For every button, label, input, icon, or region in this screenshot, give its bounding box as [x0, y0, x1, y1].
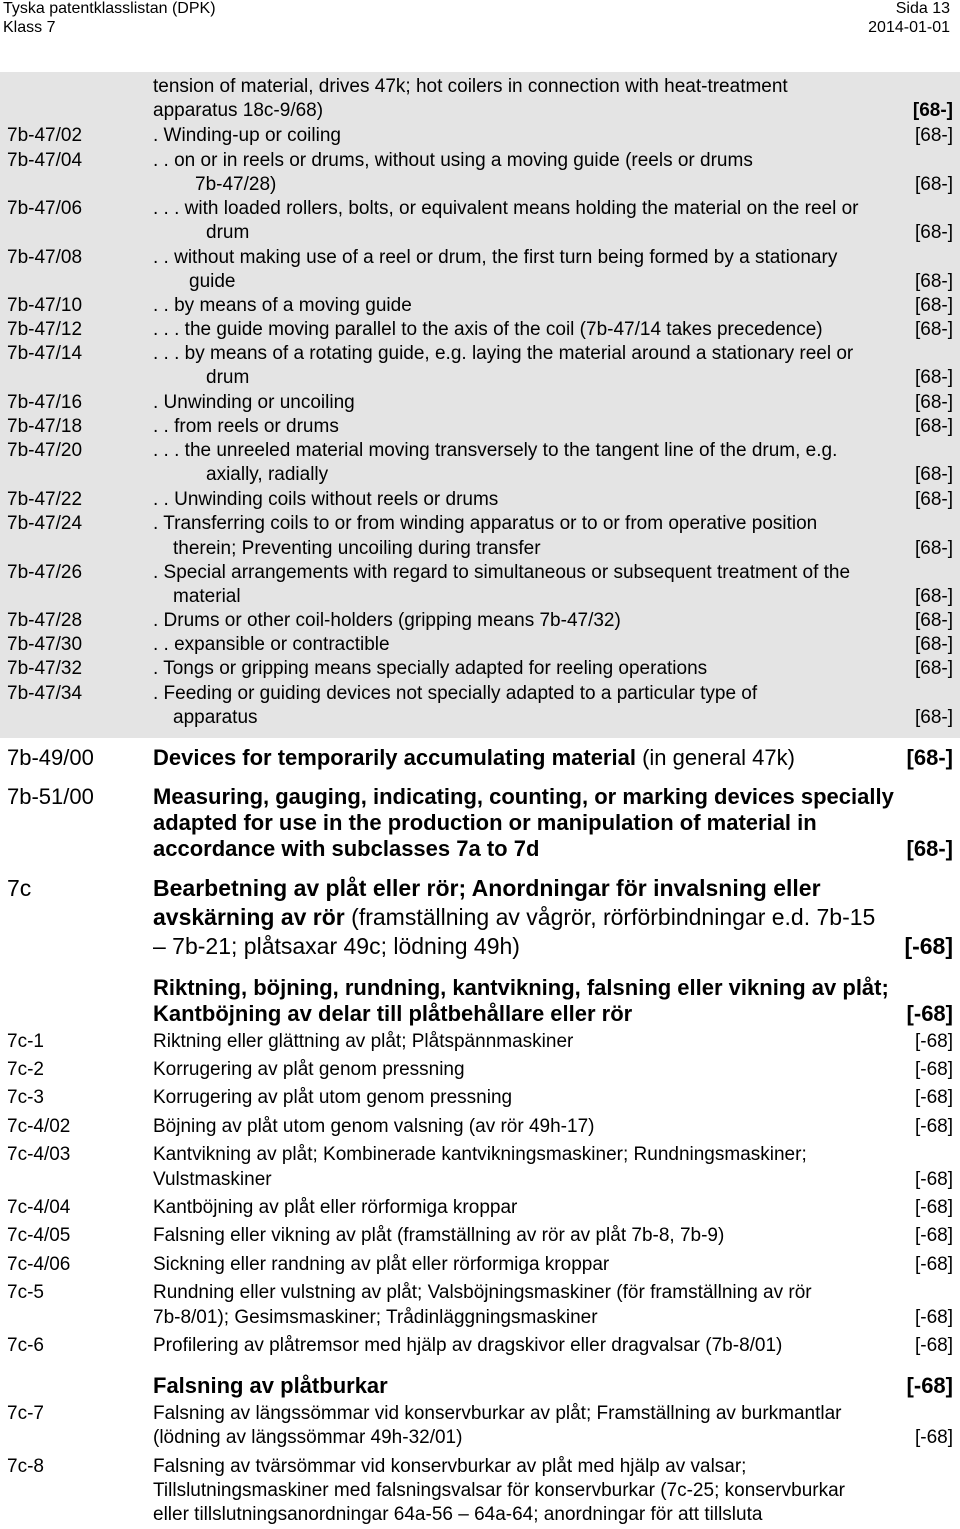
entry-code: 7b-47/26	[7, 562, 83, 583]
entry-text: . . by means of a moving guide	[153, 295, 412, 316]
heading-rest: (framställning av vågrör, rörförbindningar e.d. 7b-15	[344, 904, 876, 930]
entry-code: 7c-8	[7, 1456, 44, 1477]
entry-text: . . from reels or drums	[153, 416, 339, 437]
entry-text: Korrugering av plåt utom genom pressning	[153, 1087, 513, 1108]
entry-text: . Special arrangements with regard to simultaneous or subsequent treatment of the	[153, 562, 851, 583]
entry-code: 7b-47/10	[7, 295, 83, 316]
entry-tag: [-68]	[906, 1373, 953, 1398]
entry-code: 7c-2	[7, 1059, 44, 1080]
entry-tag: [68-]	[914, 707, 953, 728]
entry-text: Profilering av plåtremsor med hjälp av dragskivor eller dragvalsar (7b-8/01)	[153, 1335, 783, 1356]
entry-text: . Transferring coils to or from winding apparatus or to or from operative position	[153, 513, 818, 534]
entry-text: . Unwinding or uncoiling	[153, 392, 355, 413]
class-code: 7c	[7, 875, 32, 901]
entry-code: 7b-47/22	[7, 489, 83, 510]
entry-code: 7c-6	[7, 1335, 44, 1356]
entry-tag: [68-]	[914, 125, 953, 146]
entry-tag: [-68]	[914, 1059, 953, 1080]
entry-heading: accordance with subclasses 7a to 7d	[153, 836, 540, 861]
entry-tag: [68-]	[906, 745, 953, 770]
entry-text: Sickning eller randning av plåt eller rörformiga kroppar	[153, 1254, 610, 1275]
entry-code: 7c-4/05	[7, 1225, 71, 1246]
group-heading: Kantböjning av delar till plåtbehållare eller rör	[153, 1001, 633, 1026]
entry-code: 7b-47/24	[7, 513, 83, 534]
entry-heading: Measuring, gauging, indicating, counting, or marking devices specially	[153, 784, 894, 809]
heading-bold: avskärning av rör	[153, 904, 345, 930]
entry-tag: [68-]	[914, 634, 953, 655]
entry-text: . . . the guide moving parallel to the axis of the coil (7b-47/14 takes precedence)	[153, 319, 823, 340]
entry-code: 7b-51/00	[7, 784, 94, 809]
entry-tag: [68-]	[906, 836, 953, 861]
entry-tag: [68-]	[914, 392, 953, 413]
entry-tag: [68-]	[914, 586, 953, 607]
heading-rest: (in general 47k)	[635, 745, 795, 770]
entry-heading	[153, 743, 795, 772]
entry-text: Falsning av längssömmar vid konservburkar av plåt; Framställning av burkmantlar	[153, 1403, 842, 1424]
entry-text: Korrugering av plåt genom pressning	[153, 1059, 465, 1080]
entry-tag: [-68]	[914, 1427, 953, 1448]
entry-text: Rundning eller vulstning av plåt; Valsböjningsmaskiner (för framställning av rör	[153, 1282, 812, 1303]
entry-tag: [68-]	[914, 295, 953, 316]
entry-text: therein; Preventing uncoiling during transfer	[173, 538, 541, 559]
entry-code: 7b-47/20	[7, 440, 83, 461]
entry-tag: [68-]	[914, 319, 953, 340]
entry-code: 7c-4/06	[7, 1254, 71, 1275]
entry-text: (lödning av längssömmar 49h-32/01)	[153, 1427, 463, 1448]
entry-heading: adapted for use in the production or manipulation of material in	[153, 810, 817, 835]
entry-text: Falsning eller vikning av plåt (framställning av rör av plåt 7b-8, 7b-9)	[153, 1225, 725, 1246]
entry-code: 7b-47/02	[7, 125, 83, 146]
entry-tag: [-68]	[914, 1169, 953, 1190]
entry-text: . . Unwinding coils without reels or drums	[153, 489, 499, 510]
entry-text: material	[173, 586, 241, 607]
entry-tag: [68-]	[914, 658, 953, 679]
entry-text: apparatus 18c-9/68)	[153, 100, 324, 121]
entry-code: 7c-4/03	[7, 1144, 71, 1165]
entry-text: drum	[206, 222, 250, 243]
header-page-number: Sida 13	[895, 0, 950, 17]
entry-text: 7b-8/01); Gesimsmaskiner; Trådinläggningsmaskiner	[153, 1307, 598, 1328]
class-heading: Bearbetning av plåt eller rör; Anordningar för invalsning eller	[153, 875, 821, 901]
entry-code: 7b-47/30	[7, 634, 83, 655]
entry-text: . . without making use of a reel or drum, the first turn being formed by a stationary	[153, 247, 838, 268]
header-class: Klass 7	[3, 19, 56, 36]
entry-tag: [68-]	[914, 464, 953, 485]
entry-text: 7b-47/28)	[195, 174, 277, 195]
entry-tag: [68-]	[914, 538, 953, 559]
entry-tag: [-68]	[914, 1307, 953, 1328]
entry-text: . . expansible or contractible	[153, 634, 390, 655]
entry-tag: [68-]	[914, 174, 953, 195]
entry-tag: [-68]	[914, 1116, 953, 1137]
entry-text: Kantvikning av plåt; Kombinerade kantvikningsmaskiner; Rundningsmaskiner;	[153, 1144, 807, 1165]
entry-text: tension of material, drives 47k; hot coilers in connection with heat-treatment	[153, 76, 788, 97]
entry-tag: [-68]	[904, 933, 953, 959]
entry-code: 7c-7	[7, 1403, 44, 1424]
entry-code: 7c-4/04	[7, 1197, 71, 1218]
entry-text: Vulstmaskiner	[153, 1169, 272, 1190]
entry-text: Falsning av tvärsömmar vid konservburkar av plåt med hjälp av valsar;	[153, 1456, 747, 1477]
entry-tag: [-68]	[906, 1001, 953, 1026]
entry-text: eller tillslutningsanordningar 64a-56 – 64a-64; anordningar för att tillsluta	[153, 1504, 763, 1525]
entry-code: 7b-47/32	[7, 658, 83, 679]
entry-code: 7b-47/34	[7, 683, 83, 704]
entry-code: 7c-3	[7, 1087, 44, 1108]
entry-tag: [-68]	[914, 1225, 953, 1246]
entry-tag: [-68]	[914, 1254, 953, 1275]
entry-tag: [-68]	[914, 1335, 953, 1356]
entry-code: 7b-47/16	[7, 392, 83, 413]
entry-code: 7b-47/06	[7, 198, 83, 219]
entry-text: . Drums or other coil-holders (gripping means 7b-47/32)	[153, 610, 621, 631]
entry-text: . . on or in reels or drums, without using a moving guide (reels or drums	[153, 150, 753, 171]
entry-text: . Feeding or guiding devices not specially adapted to a particular type of	[153, 683, 758, 704]
entry-code: 7b-47/12	[7, 319, 83, 340]
entry-tag: [68-]	[914, 416, 953, 437]
entry-text: Tillslutningsmaskiner med falsningsvalsar för konservburkar (7c-25; konservburkar	[153, 1480, 846, 1501]
class-heading	[153, 903, 875, 932]
entry-tag: [68-]	[914, 489, 953, 510]
entry-code: 7b-47/08	[7, 247, 83, 268]
entry-tag: [68-]	[914, 610, 953, 631]
entry-text: axially, radially	[206, 464, 329, 485]
entry-text: . . . the unreeled material moving transversely to the tangent line of the drum, e.g.	[153, 440, 838, 461]
entry-code: 7b-47/04	[7, 150, 83, 171]
entry-code: 7b-49/00	[7, 745, 94, 770]
entry-tag: [-68]	[914, 1087, 953, 1108]
entry-tag: [68-]	[914, 367, 953, 388]
entry-text: Kantböjning av plåt eller rörformiga kroppar	[153, 1197, 518, 1218]
entry-text: apparatus	[173, 707, 258, 728]
entry-text: drum	[206, 367, 250, 388]
entry-tag: [68-]	[914, 222, 953, 243]
entry-code: 7c-1	[7, 1031, 44, 1052]
entry-text: Riktning eller glättning av plåt; Plåtspännmaskiner	[153, 1031, 574, 1052]
entry-text: Böjning av plåt utom genom valsning (av rör 49h-17)	[153, 1116, 595, 1137]
entry-tag: [68-]	[914, 271, 953, 292]
entry-code: 7b-47/14	[7, 343, 83, 364]
class-heading: – 7b-21; plåtsaxar 49c; lödning 49h)	[153, 933, 520, 959]
entry-code: 7b-47/28	[7, 610, 83, 631]
entry-text: . Winding-up or coiling	[153, 125, 341, 146]
header-date: 2014-01-01	[868, 19, 950, 36]
entry-tag: [-68]	[914, 1031, 953, 1052]
entry-code: 7b-47/18	[7, 416, 83, 437]
entry-text: . Tongs or gripping means specially adapted for reeling operations	[153, 658, 708, 679]
entry-tag: [68-]	[912, 100, 953, 121]
group-heading: Riktning, böjning, rundning, kantvikning, falsning eller vikning av plåt;	[153, 975, 889, 1000]
entry-text: . . . with loaded rollers, bolts, or equivalent means holding the material on the reel or	[153, 198, 859, 219]
header-document-title: Tyska patentklasslistan (DPK)	[3, 0, 216, 17]
heading-bold: Devices for temporarily accumulating material	[153, 745, 636, 770]
entry-code: 7c-5	[7, 1282, 44, 1303]
entry-code: 7c-4/02	[7, 1116, 71, 1137]
entry-tag: [-68]	[914, 1197, 953, 1218]
entry-text: guide	[189, 271, 236, 292]
group-heading: Falsning av plåtburkar	[153, 1373, 388, 1398]
entry-text: . . . by means of a rotating guide, e.g. laying the material around a stationary reel or	[153, 343, 854, 364]
